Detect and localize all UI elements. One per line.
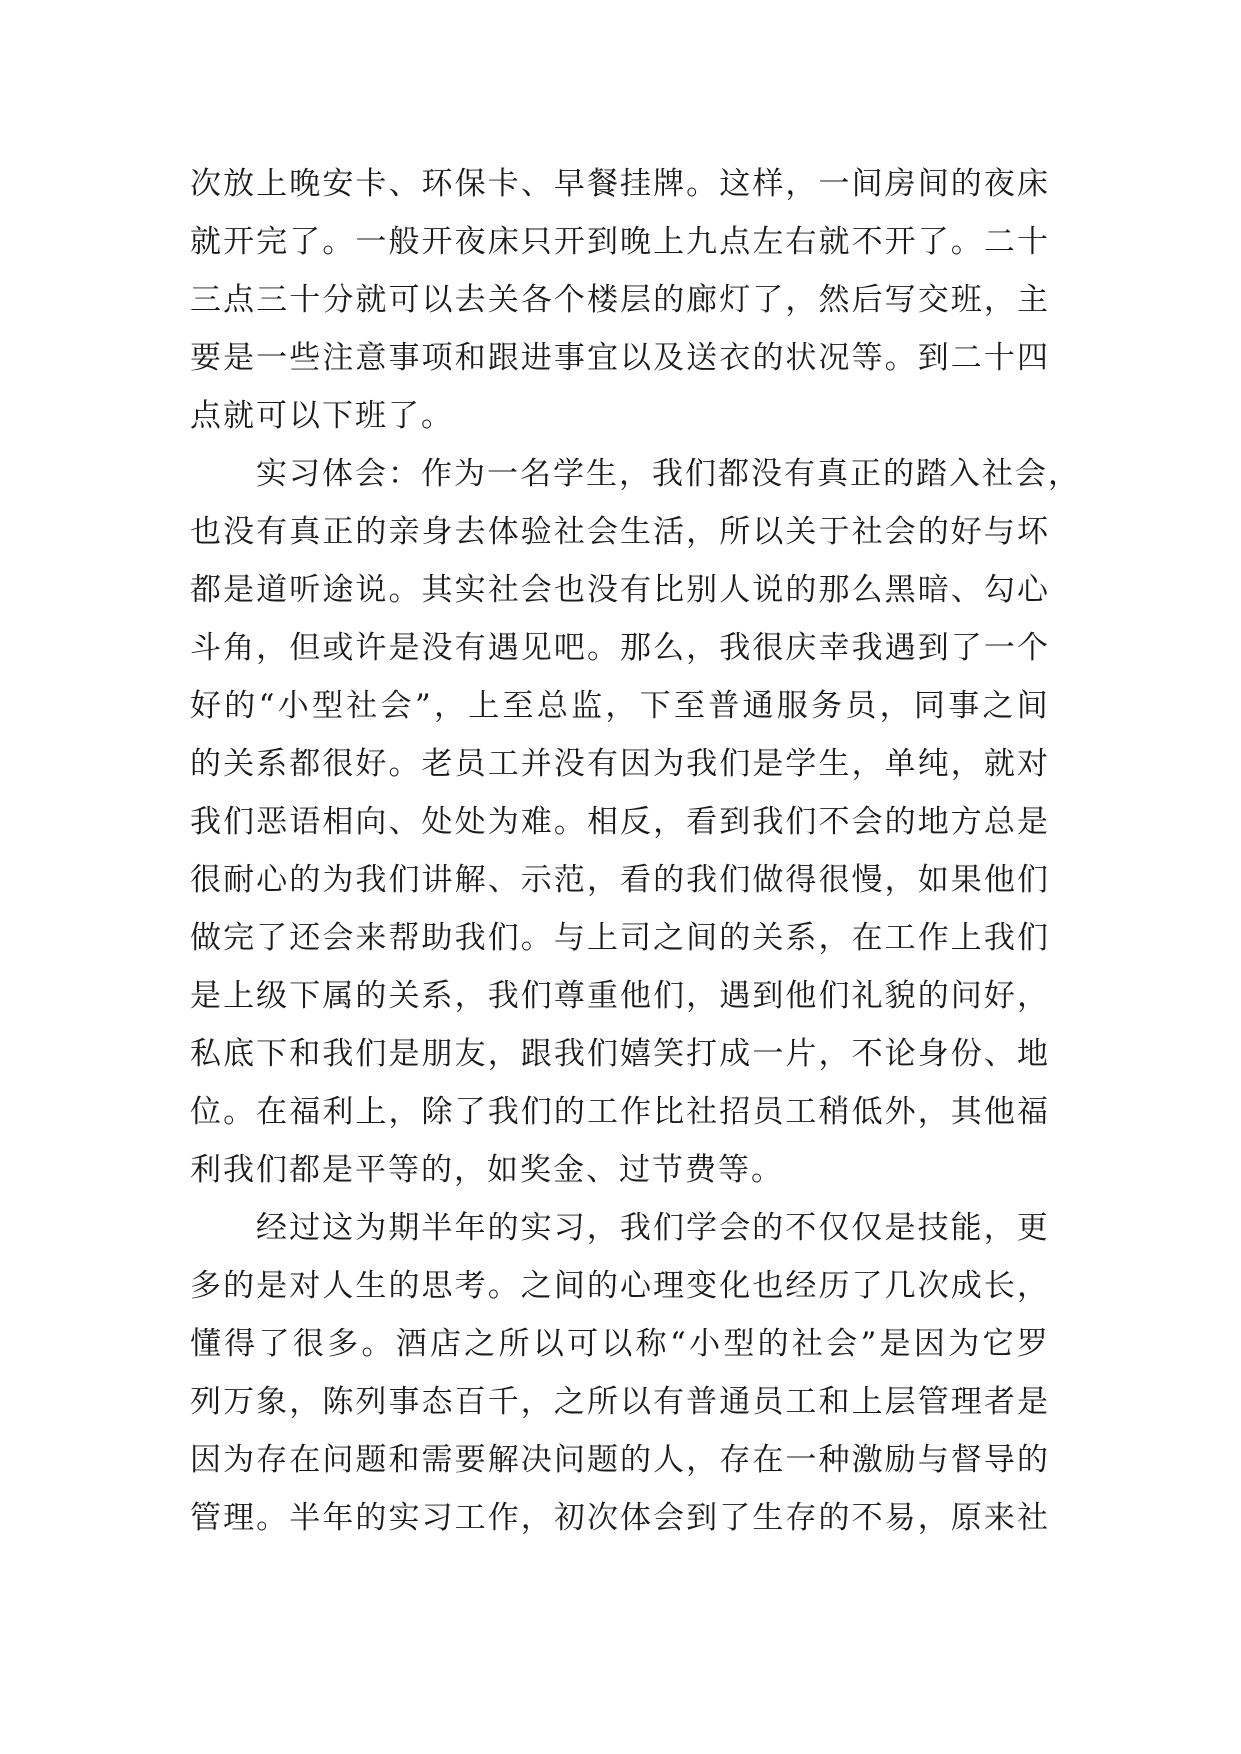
- text-line: 我 们 恶 语 相 向 、 处 处 为 难 。 相 反 ， 看 到 我 们 不 会 的 地 方 总 是: [190, 804, 1050, 840]
- text-line: 因 为 存 在 问 题 和 需 要 解 决 问 题 的 人 ， 存 在 一 种 激 励 与 督 导 的: [190, 1442, 1050, 1478]
- text-line: 懂 得 了 很 多 。 酒 店 之 所 以 可 以 称 “ 小 型 的 社 会 ” 是 因 为 它 罗: [190, 1326, 1050, 1362]
- text-line: 做 完 了 还 会 来 帮 助 我 们 。 与 上 司 之 间 的 关 系 ， 在 工 作 上 我 们: [190, 920, 1050, 956]
- document-body: [190, 155, 1081, 1547]
- text-line: 要 是 一 些 注 意 事 项 和 跟 进 事 宜 以 及 送 衣 的 状 况 等 。 到 二 十 四: [190, 340, 1050, 376]
- text-line: 好 的 “ 小 型 社 会 ” ， 上 至 总 监 ， 下 至 普 通 服 务 员 ， 同 事 之 间: [190, 688, 1050, 724]
- text-line: 就 开 完 了 。 一 般 开 夜 床 只 开 到 晚 上 九 点 左 右 就 不 开 了 。 二 十: [190, 224, 1050, 260]
- text-line: 利我们都是平等的，如奖金、过节费等。: [190, 1152, 784, 1188]
- text-line: 列 万 象 ， 陈 列 事 态 百 千 ， 之 所 以 有 普 通 员 工 和 上 层 管 理 者 是: [190, 1384, 1050, 1420]
- text-line: 实 习 体 会 ： 作 为 一 名 学 生 ， 我 们 都 没 有 真 正 的 踏 入 社 会 ，: [256, 456, 1081, 492]
- text-line: 经 过 这 为 期 半 年 的 实 习 ， 我 们 学 会 的 不 仅 仅 是 技 能 ， 更: [256, 1210, 1050, 1246]
- text-line: 私 底 下 和 我 们 是 朋 友 ， 跟 我 们 嬉 笑 打 成 一 片 ， 不 论 身 份 、 地: [190, 1036, 1050, 1072]
- text-line: 都 是 道 听 途 说 。 其 实 社 会 也 没 有 比 别 人 说 的 那 么 黑 暗 、 勾 心: [190, 572, 1050, 608]
- text-line: 斗 角 ， 但 或 许 是 没 有 遇 见 吧 。 那 么 ， 我 很 庆 幸 我 遇 到 了 一 个: [190, 630, 1050, 666]
- text-line: 位 。 在 福 利 上 ， 除 了 我 们 的 工 作 比 社 招 员 工 稍 低 外 ， 其 他 福: [190, 1094, 1050, 1130]
- text-line: 的 关 系 都 很 好 。 老 员 工 并 没 有 因 为 我 们 是 学 生 ， 单 纯 ， 就 对: [190, 746, 1050, 782]
- text-line: 多 的 是 对 人 生 的 思 考 。 之 间 的 心 理 变 化 也 经 历 了 几 次 成 长 ，: [190, 1268, 1050, 1304]
- text-line: 三 点 三 十 分 就 可 以 去 关 各 个 楼 层 的 廊 灯 了 ， 然 后 写 交 班 ， 主: [190, 282, 1050, 318]
- text-line: 是 上 级 下 属 的 关 系 ， 我 们 尊 重 他 们 ， 遇 到 他 们 礼 貌 的 问 好 ，: [190, 978, 1050, 1014]
- text-line: 点就可以下班了。: [190, 398, 454, 434]
- text-line: 很 耐 心 的 为 我 们 讲 解 、 示 范 ， 看 的 我 们 做 得 很 慢 ， 如 果 他 们: [190, 862, 1050, 898]
- text-line: 管 理 。 半 年 的 实 习 工 作 ， 初 次 体 会 到 了 生 存 的 不 易 ， 原 来 社: [190, 1500, 1050, 1536]
- text-line: 也 没 有 真 正 的 亲 身 去 体 验 社 会 生 活 ， 所 以 关 于 社 会 的 好 与 坏: [190, 514, 1050, 550]
- text-line: 次 放 上 晚 安 卡 、 环 保 卡 、 早 餐 挂 牌 。 这 样 ， 一 间 房 间 的 夜 床: [190, 166, 1050, 202]
